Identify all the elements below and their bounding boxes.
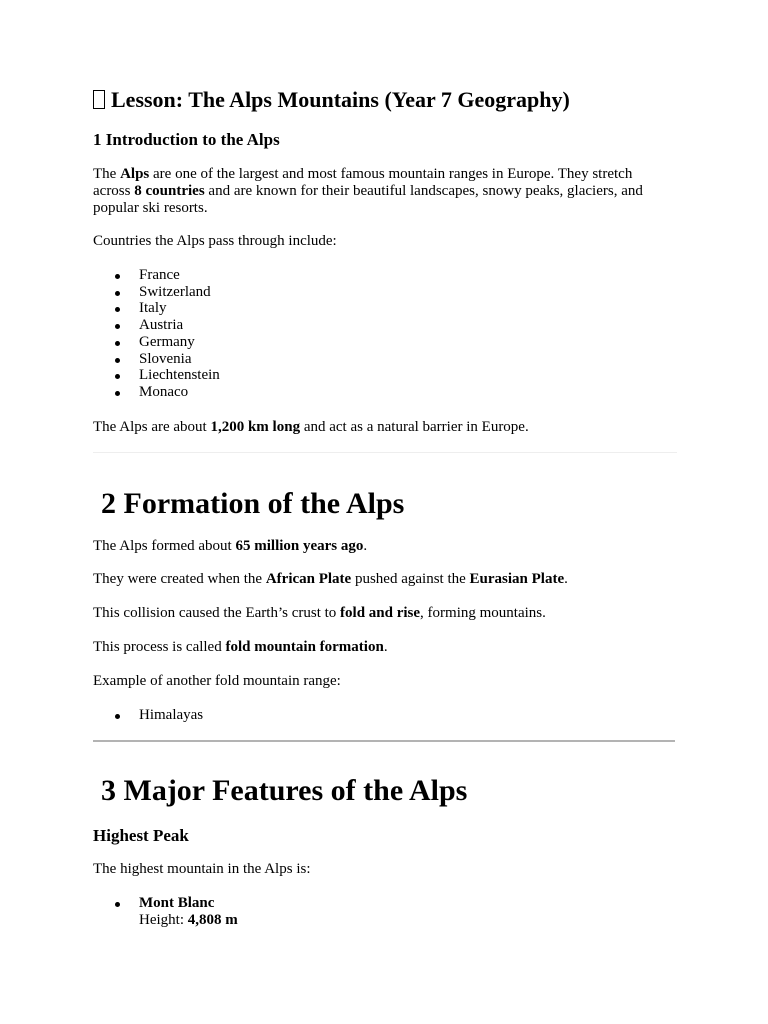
length-bold: 1,200 km long — [210, 419, 301, 435]
section2-heading: 2 Formation of the Alps — [101, 487, 405, 520]
formed-text-a: The Alps formed about — [93, 538, 236, 554]
highest-lead-text: The highest mountain in the Alps is: — [93, 861, 311, 877]
collision-text-a: This collision caused the Earth’s crust to — [93, 605, 341, 621]
collision-text-b: , forming mountains. — [420, 605, 546, 621]
created-text-b: pushed against the — [351, 571, 470, 587]
highest-peak-subheading: Highest Peak — [93, 826, 189, 845]
alps-length-paragraph — [93, 419, 673, 436]
intro-text-a: The — [93, 166, 121, 182]
country-name: Switzerland — [139, 283, 211, 300]
bullet-icon — [115, 358, 120, 363]
list-item — [93, 334, 220, 351]
examples-list — [93, 707, 203, 724]
bullet-icon — [115, 324, 120, 329]
country-name: Austria — [139, 317, 184, 334]
country-name: Monaco — [139, 383, 189, 400]
list-item — [93, 351, 220, 368]
alps-intro-paragraph — [93, 166, 673, 217]
countries-lead-text: Countries the Alps pass through include: — [93, 233, 337, 249]
bullet-icon — [115, 307, 120, 312]
created-paragraph — [93, 571, 673, 588]
bullet-icon — [115, 341, 120, 346]
example-name: Himalayas — [139, 707, 204, 723]
country-name: France — [139, 267, 180, 283]
peak-list — [93, 895, 238, 928]
list-item — [93, 267, 220, 284]
length-text-b: and act as a natural barrier in Europe. — [300, 419, 529, 435]
bullet-icon — [115, 391, 120, 396]
country-name: Slovenia — [139, 350, 192, 367]
process-text-b: . — [383, 639, 388, 655]
collision-bold: fold and rise — [340, 605, 421, 621]
bullet-icon — [115, 374, 120, 379]
peak-name: Mont Blanc — [139, 895, 215, 911]
lesson-title-text: Lesson: The Alps Mountains (Year 7 Geography) — [111, 87, 570, 112]
section1-heading: 1 Introduction to the Alps — [93, 130, 280, 149]
bullet-icon — [115, 274, 120, 279]
collision-paragraph — [93, 605, 673, 622]
list-item — [93, 300, 220, 317]
peak-height-label: Height: — [139, 911, 188, 928]
intro-text-b: are one of the largest and most famous mountain ranges in Europe. They stretch across — [93, 166, 633, 199]
created-bold-eurasian: Eurasian Plate — [469, 571, 565, 587]
list-item — [93, 895, 238, 928]
intro-bold-countries: 8 countries — [134, 183, 205, 199]
created-text-c: . — [564, 571, 568, 587]
intro-bold-alps: Alps — [120, 166, 150, 182]
process-paragraph — [93, 639, 673, 656]
formed-paragraph — [93, 538, 673, 555]
list-item — [93, 284, 220, 301]
bullet-icon — [115, 902, 120, 907]
process-bold: fold mountain formation — [225, 639, 384, 655]
country-name: Liechtenstein — [139, 367, 220, 384]
length-text-a: The Alps are about — [93, 419, 211, 435]
list-item — [93, 707, 203, 724]
created-text-a: They were created when the — [93, 571, 266, 587]
lesson-title — [93, 86, 570, 114]
peak-height-value: 4,808 m — [187, 911, 238, 928]
list-item — [93, 317, 220, 334]
bullet-icon — [115, 714, 120, 719]
section-divider — [93, 452, 677, 453]
example-lead-text: Example of another fold mountain range: — [93, 673, 341, 689]
section-divider — [93, 740, 675, 742]
book-emoji-icon — [93, 90, 105, 109]
bullet-icon — [115, 291, 120, 296]
process-text-a: This process is called — [93, 639, 226, 655]
list-item — [93, 384, 220, 401]
country-name: Italy — [139, 300, 167, 317]
formed-bold: 65 million years ago — [235, 538, 364, 554]
list-item — [93, 367, 220, 384]
section3-heading: 3 Major Features of the Alps — [101, 774, 468, 807]
country-name: Germany — [139, 333, 195, 350]
intro-text-c: and are known for their beautiful landscapes, snowy peaks, glaciers, and popular ski resorts. — [93, 183, 643, 216]
formed-text-b: . — [363, 538, 368, 554]
countries-list — [93, 267, 220, 401]
created-bold-african: African Plate — [265, 571, 352, 587]
